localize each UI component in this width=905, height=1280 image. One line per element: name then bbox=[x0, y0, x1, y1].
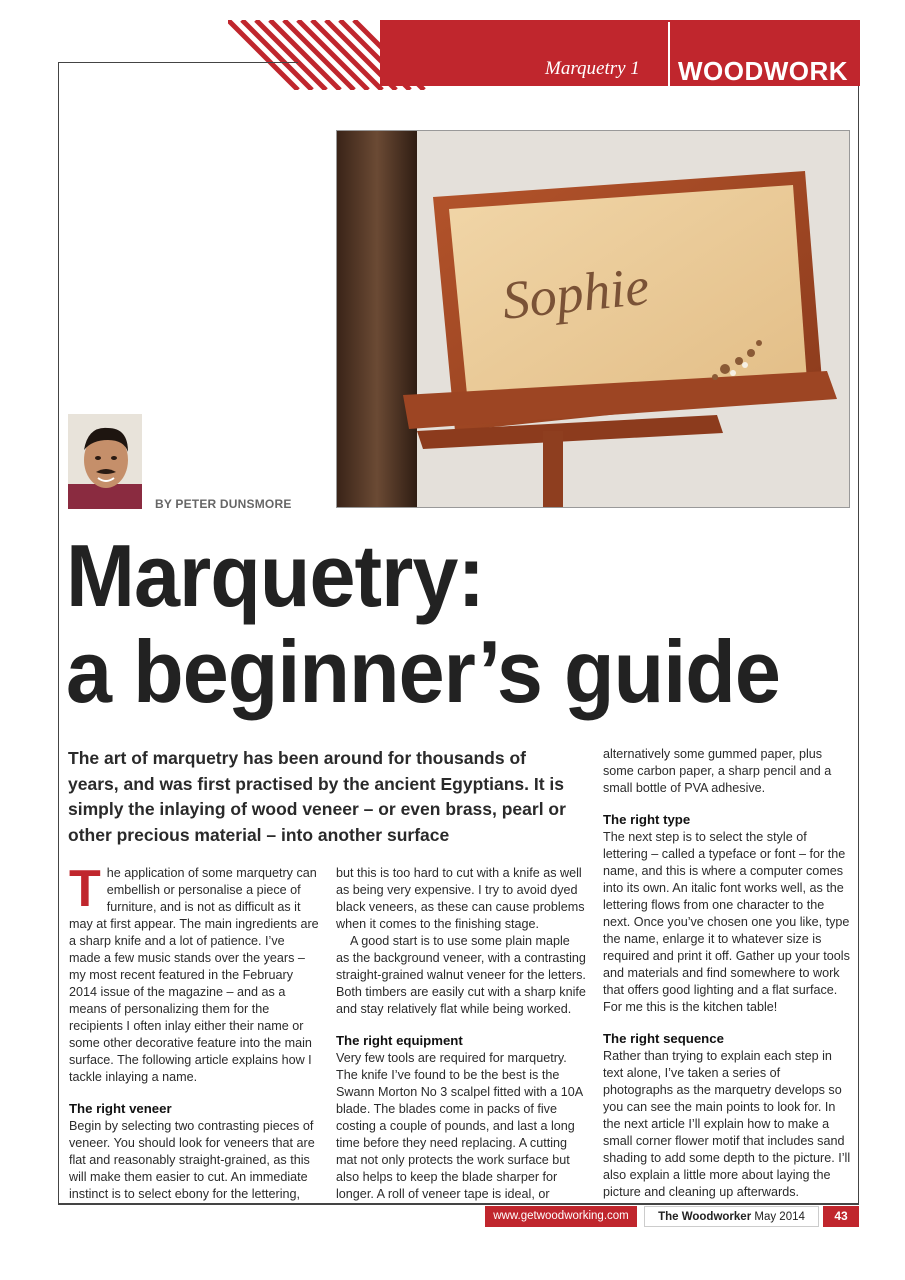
magazine-issue bbox=[644, 1206, 819, 1227]
title-line-2: a beginner’s guide bbox=[66, 622, 780, 721]
intro-standfirst: The art of marquetry has been around for thousands of years, and was first practised by the ancient Egyptians. It is simply the inlaying of wood veneer – or even brass, pearl or other precious material – into another surface bbox=[68, 748, 566, 845]
inlay-name-text: Sophie bbox=[499, 255, 652, 331]
section-category: WOODWORK bbox=[678, 56, 849, 86]
paragraph-sequence: Rather than trying to explain each step in text alone, I’ve taken a series of photographs as the marquetry develops so you can see the main points to look for. In the next article I’ll explain how to make a small corner flower motif that includes sand shading to add some depth to the picture. I’ll also explain a little more about laying the picture and cleaning up afterwards. bbox=[603, 1049, 851, 1199]
opening-paragraph-text: he application of some marquetry can embellish or personalise a piece of furniture, and is not as difficult as it may at first appear. The main ingredients are a sharp knife and a lot of patience. I’ve made a few music stands over the years – my most recent featured in the February 2014 issue of the magazine – and as a means of personalizing them for the recipients I often inlay either their name or some other decorative feature into the main surface. The following article explains how I tackle inlaying a name. bbox=[69, 866, 319, 1084]
page-title bbox=[66, 528, 780, 720]
title-line-1: Marquetry: bbox=[66, 526, 485, 625]
page-number: 43 bbox=[823, 1206, 859, 1227]
drop-cap: T bbox=[69, 860, 101, 918]
issue-date: May 2014 bbox=[754, 1211, 805, 1223]
author-portrait bbox=[68, 414, 142, 509]
frame-line-right bbox=[858, 86, 859, 1204]
paragraph-veneer: Begin by selecting two contrasting pieces of veneer. You should look for veneers that are flat and reasonably straight-grained, as this will make them easier to cut. An immediate instinct is to select ebony for the lettering, bbox=[69, 1119, 315, 1201]
paragraph-equipment-continued: alternatively some gummed paper, plus some carbon paper, a sharp pencil and a small bottle of PVA adhesive. bbox=[603, 747, 832, 795]
heading-right-veneer: The right veneer bbox=[69, 1101, 172, 1116]
paragraph-type: The next step is to select the style of lettering – called a typeface or font – for the name, and this is where a computer comes into its own. An italic font works well, as the lettering flows from one character to the next. Once you’ve chosen one you like, type the name, enlarge it to whatever size is required and print it off. Gather up your tools and materials and find somewhere to work that offers good lighting and a flat surface. For me this is the kitchen table! bbox=[603, 830, 850, 1014]
paragraph-equipment: Very few tools are required for marquetry. The knife I’ve found to be the best is the Swann Morton No 3 scalpel fitted with a 10A blade. The blades come in packs of five costing a couple of pounds, and last a long time before they need replacing. A cutting mat not only protects the work surface but also helps to keep the blade sharper for longer. A roll of veneer tape is ideal, or bbox=[336, 1051, 583, 1201]
opening-paragraph bbox=[69, 860, 319, 1086]
section-title: Marquetry 1 bbox=[545, 58, 640, 79]
heading-right-type: The right type bbox=[603, 812, 691, 827]
frame-line-bottom bbox=[58, 1204, 859, 1205]
author-byline: BY PETER DUNSMORE bbox=[155, 497, 292, 511]
magazine-name: The Woodworker bbox=[658, 1211, 752, 1223]
heading-right-equipment: The right equipment bbox=[336, 1033, 463, 1048]
website-link[interactable]: www.getwoodworking.com bbox=[485, 1206, 637, 1227]
music-stand-photo bbox=[336, 130, 850, 508]
paragraph-veneer-continued: but this is too hard to cut with a knife as well as being very expensive. I try to avoid dyed black veneers, as these can cause problems when it comes to the finishing stage. bbox=[336, 866, 585, 931]
body-column-3 bbox=[603, 746, 853, 1201]
body-column-2 bbox=[336, 865, 586, 1203]
heading-right-sequence: The right sequence bbox=[603, 1031, 724, 1046]
body-column-1 bbox=[69, 860, 319, 1203]
paragraph-maple: A good start is to use some plain maple as the background veneer, with a contrasting straight-grained walnut veneer for the letters. Both timbers are easily cut with a sharp knife and stay relatively flat while being worked. bbox=[336, 934, 586, 1016]
